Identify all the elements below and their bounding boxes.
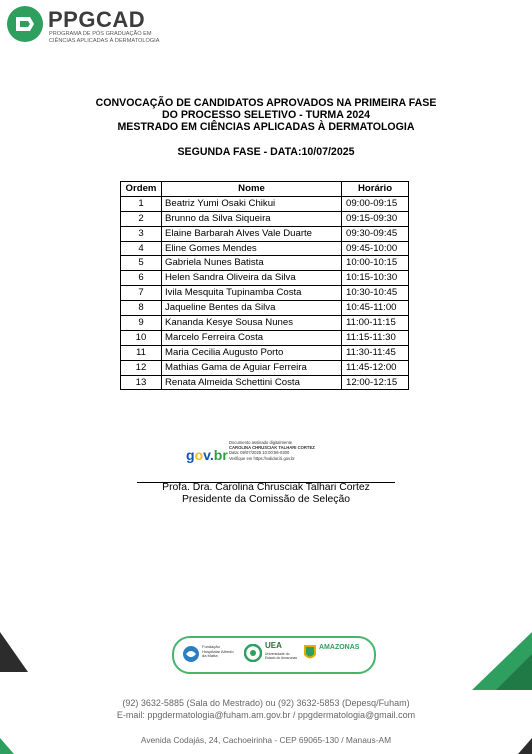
- cell-nome: Jaqueline Bentes da Silva: [162, 301, 342, 316]
- logo-subtitle: [49, 31, 169, 44]
- cell-horario: 09:45-10:00: [342, 241, 409, 256]
- table-row: [121, 196, 409, 211]
- cell-ordem: 2: [121, 211, 162, 226]
- gov-signature-text: [229, 440, 339, 461]
- title-line-1: CONVOCAÇÃO DE CANDIDATOS APROVADOS NA PRIMEIRA FASE: [95, 97, 437, 109]
- cell-nome: Gabriela Nunes Batista: [162, 256, 342, 271]
- table-row: [121, 271, 409, 286]
- ppgcad-mark-icon: [6, 5, 44, 43]
- partner-uea: UEA: [265, 641, 282, 650]
- cell-horario: 10:45-11:00: [342, 301, 409, 316]
- cell-horario: 11:00-11:15: [342, 316, 409, 331]
- table-header-row: [121, 182, 409, 197]
- decorative-corner-left: [0, 738, 14, 754]
- footer-email: E-mail: ppgdermatologia@fuham.am.gov.br / ppgdermatologia@gmail.com: [116, 710, 416, 720]
- title-line-3: MESTRADO EM CIÊNCIAS APLICADAS À DERMATOLOGIA: [117, 121, 415, 134]
- cell-nome: Elaine Barbarah Alves Vale Duarte: [162, 226, 342, 241]
- cell-horario: 09:15-09:30: [342, 211, 409, 226]
- cell-nome: Marcelo Ferreira Costa: [162, 330, 342, 345]
- cell-ordem: 6: [121, 271, 162, 286]
- cell-nome: Kananda Kesye Sousa Nunes: [162, 316, 342, 331]
- partner-uea-sub: Universidade do Estado do Amazonas: [265, 652, 298, 660]
- cell-horario: 10:30-10:45: [342, 286, 409, 301]
- header-nome: Nome: [162, 182, 342, 197]
- candidates-table: [120, 181, 409, 390]
- cell-ordem: 12: [121, 360, 162, 375]
- table-row: [121, 211, 409, 226]
- footer-phones: (92) 3632-5885 (Sala do Mestrado) ou (92) 3632-5853 (Depesq/Fuham): [122, 698, 410, 708]
- table-row: [121, 256, 409, 271]
- logo-title: PPGCAD: [48, 7, 146, 32]
- cell-nome: Maria Cecilia Augusto Porto: [162, 345, 342, 360]
- cell-ordem: 9: [121, 316, 162, 331]
- cell-ordem: 8: [121, 301, 162, 316]
- table-row: [121, 241, 409, 256]
- table-row: [121, 345, 409, 360]
- partner-fuham: Fundação Hospitalar Alfredo da Matta: [202, 644, 234, 659]
- cell-horario: 10:00-10:15: [342, 256, 409, 271]
- fuham-logo-icon: [182, 645, 200, 663]
- cell-ordem: 4: [121, 241, 162, 256]
- cell-ordem: 10: [121, 330, 162, 345]
- uea-logo-icon: [244, 644, 262, 662]
- header-horario: Horário: [342, 182, 409, 197]
- table-row: [121, 226, 409, 241]
- decorative-triangle-right: [472, 632, 532, 690]
- header-ordem: Ordem: [121, 182, 162, 197]
- cell-ordem: 3: [121, 226, 162, 241]
- table-body: [121, 196, 409, 390]
- cell-nome: Ivila Mesquita Tupinamba Costa: [162, 286, 342, 301]
- cell-ordem: 11: [121, 345, 162, 360]
- gov-line-4: Verifique em https://validar.iti.gov.br: [229, 455, 295, 461]
- cell-ordem: 5: [121, 256, 162, 271]
- cell-nome: Eline Gomes Mendes: [162, 241, 342, 256]
- cell-nome: Beatriz Yumi Osaki Chikui: [162, 196, 342, 211]
- table-row: [121, 330, 409, 345]
- logo-subtitle-line-2: CIÊNCIAS APLICADAS À DERMATOLOGIA: [49, 37, 160, 44]
- cell-horario: 12:00-12:15: [342, 375, 409, 390]
- gov-line-2: CAROLINA CHRUSCIAK TALHARI CORTEZ: [229, 445, 315, 451]
- logo-subtitle-line-1: PROGRAMA DE PÓS GRADUAÇÃO EM: [49, 31, 152, 37]
- gov-signature-stamp: [186, 440, 336, 472]
- cell-nome: Mathias Gama de Aguiar Ferreira: [162, 360, 342, 375]
- cell-horario: 11:15-11:30: [342, 330, 409, 345]
- table-row: [121, 360, 409, 375]
- cell-horario: 09:30-09:45: [342, 226, 409, 241]
- partners-banner: [172, 636, 376, 674]
- cell-horario: 11:45-12:00: [342, 360, 409, 375]
- document-subtitle: SEGUNDA FASE - DATA:10/07/2025: [177, 146, 355, 158]
- signatory-name: Profa. Dra. Carolina Chrusciak Talhari Cortez: [162, 482, 370, 493]
- table-row: [121, 301, 409, 316]
- cell-nome: Brunno da Silva Siqueira: [162, 211, 342, 226]
- cell-ordem: 1: [121, 196, 162, 211]
- signatory-block: [0, 482, 532, 506]
- table-row: [121, 286, 409, 301]
- signatory-role: Presidente da Comissão de Seleção: [181, 494, 351, 505]
- cell-nome: Helen Sandra Oliveira da Silva: [162, 271, 342, 286]
- title-line-2: DO PROCESSO SELETIVO - TURMA 2024: [162, 109, 370, 122]
- govbr-logo: gov.br: [186, 447, 228, 463]
- cell-horario: 09:00-09:15: [342, 196, 409, 211]
- cell-nome: Renata Almeida Schettini Costa: [162, 375, 342, 390]
- table-row: [121, 375, 409, 390]
- partner-amazonas: AMAZONAS: [319, 644, 360, 651]
- gov-line-3: Data: 09/07/2025 10:00:56-0300: [229, 450, 290, 456]
- document-title: [0, 97, 532, 134]
- amazonas-crest-icon: [302, 643, 318, 663]
- decorative-triangle-left: [0, 632, 28, 672]
- decorative-corner-right: [518, 738, 532, 754]
- cell-ordem: 13: [121, 375, 162, 390]
- cell-horario: 11:30-11:45: [342, 345, 409, 360]
- table-row: [121, 316, 409, 331]
- footer-address: Avenida Codajás, 24, Cachoeirinha - CEP 69065-130 / Manaus-AM: [140, 735, 392, 745]
- ppgcad-logo: [6, 5, 166, 47]
- cell-horario: 10:15-10:30: [342, 271, 409, 286]
- gov-line-1: Documento assinado digitalmente: [229, 440, 293, 445]
- cell-ordem: 7: [121, 286, 162, 301]
- footer-contact: [0, 697, 532, 721]
